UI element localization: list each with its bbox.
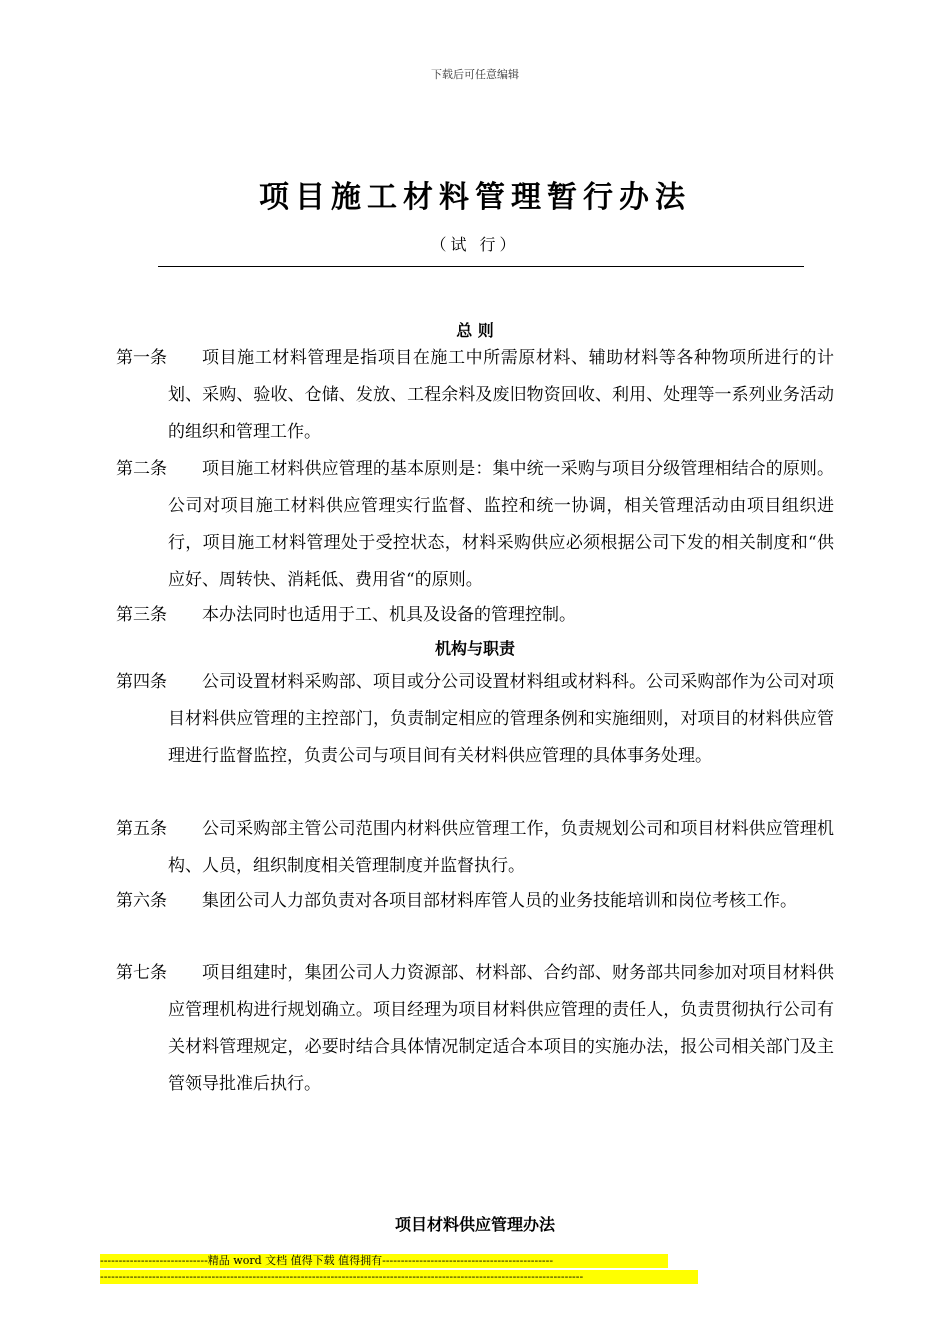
document-subtitle: （试 行） bbox=[430, 235, 520, 254]
article-2 bbox=[116, 451, 834, 599]
article-number: 第二条 bbox=[116, 459, 167, 479]
footer-banner: -----------------------------精品 word 文档 值得下载 值得拥有---------------------------------------------- bbox=[100, 1254, 668, 1268]
article-number: 第三条 bbox=[116, 605, 167, 625]
article-text: 公司采购部主管公司范围内材料供应管理工作，负责规划公司和项目材料供应管理机构、人员，组织制度相关管理制度并监督执行。 bbox=[168, 819, 834, 876]
article-text: 集团公司人力部负责对各项目部材料库管人员的业务技能培训和岗位考核工作。 bbox=[202, 891, 797, 911]
article-5 bbox=[116, 811, 834, 885]
article-6 bbox=[116, 883, 834, 920]
title-divider bbox=[158, 266, 804, 267]
footer-divider: ---------------------------------------------------------------------------------------------------------------------------------- bbox=[100, 1270, 698, 1284]
next-section-heading: 项目材料供应管理办法 bbox=[394, 1215, 555, 1234]
article-text: 公司设置材料采购部、项目或分公司设置材料组或材料科。公司采购部作为公司对项目材料供应管理的主控部门，负责制定相应的管理条例和实施细则，对项目的材料供应管理进行监督监控，负责公司与项目间有关材料供应管理的具体事务处理。 bbox=[168, 672, 834, 766]
article-number: 第七条 bbox=[116, 963, 167, 983]
article-number: 第一条 bbox=[116, 348, 167, 368]
document-title: 项目施工材料管理暂行办法 bbox=[259, 180, 691, 215]
article-number: 第五条 bbox=[116, 819, 167, 839]
article-text: 项目施工材料供应管理的基本原则是：集中统一采购与项目分级管理相结合的原则。公司对项目施工材料供应管理实行监督、监控和统一协调，相关管理活动由项目组织进行，项目施工材料管理处于受控状态，材料采购供应必须根据公司下发的相关制度和“供应好、周转快、消耗低、费用省“的原则。 bbox=[168, 459, 834, 590]
article-3 bbox=[116, 597, 834, 634]
article-text: 项目施工材料管理是指项目在施工中所需原材料、辅助材料等各种物项所进行的计划、采购、验收、仓储、发放、工程余料及废旧物资回收、利用、处理等一系列业务活动的组织和管理工作。 bbox=[168, 348, 834, 442]
section-heading-general: 总 则 bbox=[456, 321, 494, 340]
article-text: 项目组建时，集团公司人力资源部、材料部、合约部、财务部共同参加对项目材料供应管理机构进行规划确立。项目经理为项目材料供应管理的责任人，负责贯彻执行公司有关材料管理规定，必要时结合具体情况制定适合本项目的实施办法，报公司相关部门及主管领导批准后执行。 bbox=[168, 963, 834, 1094]
section-heading-organization: 机构与职责 bbox=[434, 639, 515, 658]
article-7 bbox=[116, 955, 834, 1103]
article-number: 第六条 bbox=[116, 891, 167, 911]
header-note: 下载后可任意编辑 bbox=[431, 68, 519, 81]
article-number: 第四条 bbox=[116, 672, 167, 692]
article-1 bbox=[116, 340, 834, 451]
article-text: 本办法同时也适用于工、机具及设备的管理控制。 bbox=[202, 605, 576, 625]
article-4 bbox=[116, 664, 834, 775]
